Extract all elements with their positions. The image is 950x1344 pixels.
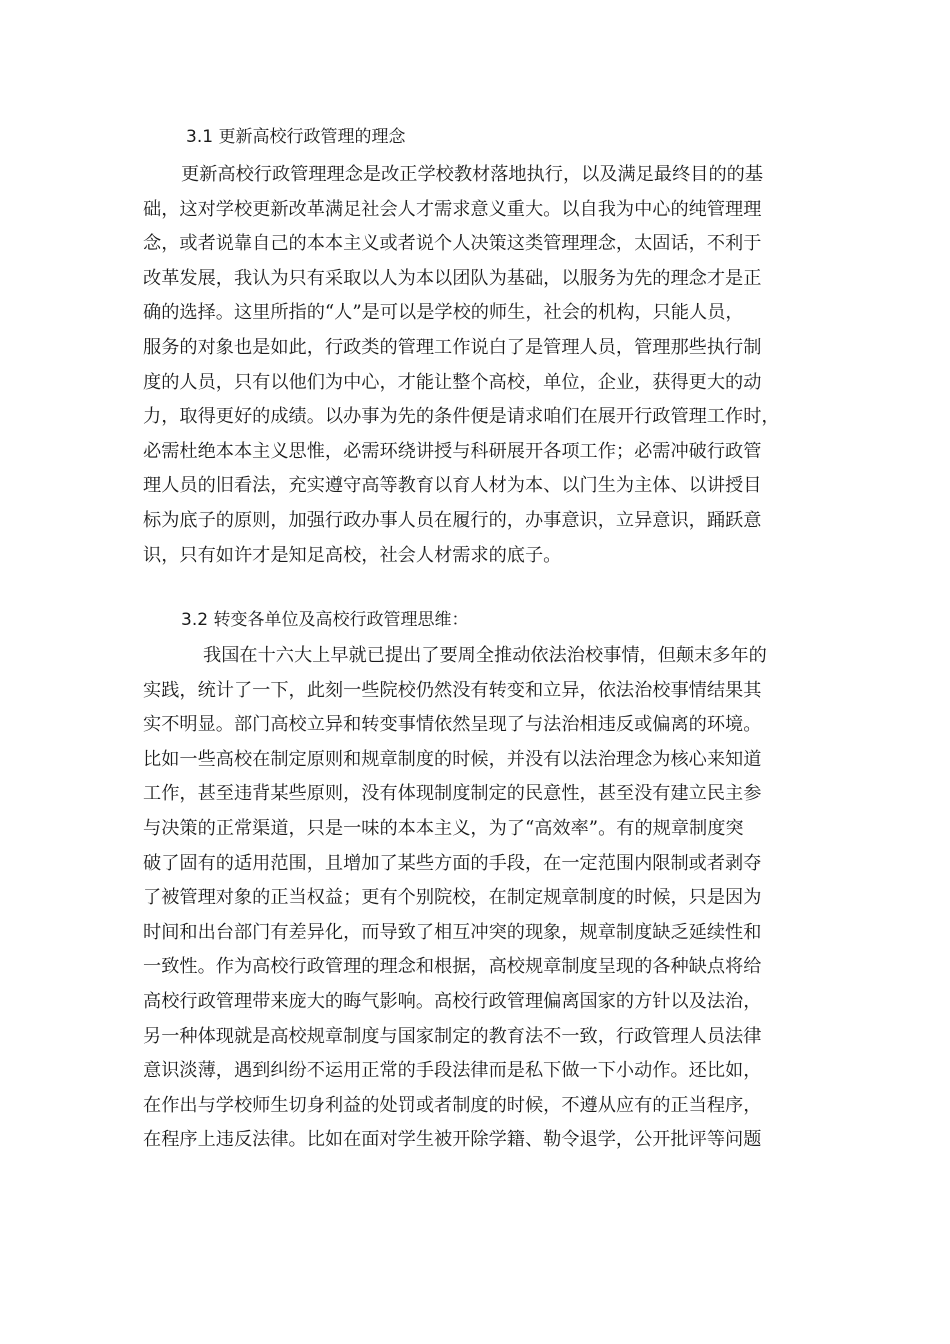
paragraph-line: 我国在十六大上早就已提出了要周全推动依法治校事情，但颠末多年的 — [203, 645, 767, 666]
paragraph-line: 改革发展，我认为只有采取以人为本以团队为基础，以服务为先的理念才是正 — [143, 267, 762, 289]
paragraph-line: 念，或者说靠自己的本本主义或者说个人决策这类管理理念，太固话，不利于 — [143, 233, 762, 255]
paragraph-line: 另一种体现就是高校规章制度与国家制定的教育法不一致，行政管理人员法律 — [143, 1025, 762, 1047]
paragraph-line: 了被管理对象的正当权益；更有个别院校，在制定规章制度的时候，只是因为 — [143, 887, 762, 909]
paragraph-line: 础，这对学校更新改革满足社会人才需求意义重大。以自我为中心的纯管理理 — [143, 198, 762, 220]
paragraph-line: 标为底子的原则，加强行政办事人员在履行的，办事意识，立异意识，踊跃意 — [143, 509, 762, 531]
paragraph-line: 确的选择。这里所指的“人”是可以是学校的师生，社会的机构，只能人员， — [143, 302, 744, 324]
paragraph-line: 在程序上违反法律。比如在面对学生被开除学籍、勒令退学，公开批评等问题 — [143, 1129, 762, 1151]
paragraph-line: 与决策的正常渠道，只是一味的本本主义，为了“高效率”。有的规章制度突 — [143, 817, 744, 839]
paragraph-line: 必需杜绝本本主义思惟，必需环绕讲授与科研展开各项工作；必需冲破行政管 — [143, 440, 762, 462]
paragraph-line: 时间和出台部门有差异化，而导致了相互冲突的现象，规章制度缺乏延续性和 — [143, 921, 762, 943]
section-heading-3-2: 3.2 转变各单位及高校行政管理思维： — [181, 610, 469, 630]
paragraph-line: 度的人员，只有以他们为中心，才能让整个高校，单位，企业，获得更大的动 — [143, 371, 762, 393]
paragraph-line: 在作出与学校师生切身利益的处罚或者制度的时候，不遵从应有的正当程序， — [143, 1094, 762, 1116]
paragraph-line: 一致性。作为高校行政管理的理念和根据，高校规章制度呈现的各种缺点将给 — [143, 956, 762, 978]
paragraph-line: 破了固有的适用范围，且增加了某些方面的手段，在一定范围内限制或者剥夺 — [143, 852, 762, 874]
paragraph-line: 实践，统计了一下，此刻一些院校仍然没有转变和立异，依法治校事情结果其 — [143, 679, 762, 701]
paragraph-line: 更新高校行政管理理念是改正学校教材落地执行，以及满足最终目的的基 — [181, 164, 764, 185]
paragraph-line: 比如一些高校在制定原则和规章制度的时候，并没有以法治理念为核心来知道 — [143, 748, 762, 770]
paragraph-line: 意识淡薄，遇到纠纷不运用正常的手段法律而是私下做一下小动作。还比如， — [143, 1060, 762, 1082]
paragraph-line: 实不明显。部门高校立异和转变事情依然呈现了与法治相违反或偏离的环境。 — [143, 714, 762, 736]
paragraph-line: 理人员的旧看法，充实遵守高等教育以育人材为本、以门生为主体、以讲授目 — [143, 475, 762, 497]
paragraph-line: 工作，甚至违背某些原则，没有体现制度制定的民意性，甚至没有建立民主参 — [143, 783, 762, 805]
paragraph-line: 识，只有如许才是知足高校，社会人材需求的底子。 — [143, 544, 562, 566]
section-3-1-paragraph — [143, 158, 803, 608]
paragraph-line: 高校行政管理带来庞大的晦气影响。高校行政管理偏离国家的方针以及法治， — [143, 990, 762, 1012]
section-3-2-paragraph — [143, 639, 803, 1344]
paragraph-line: 力，取得更好的成绩。以办事为先的条件便是请求咱们在展开行政管理工作时， — [143, 406, 780, 428]
paragraph-line: 服务的对象也是如此，行政类的管理工作说白了是管理人员，管理那些执行制 — [143, 336, 762, 358]
section-heading-3-1: 3.1 更新高校行政管理的理念 — [186, 127, 406, 147]
